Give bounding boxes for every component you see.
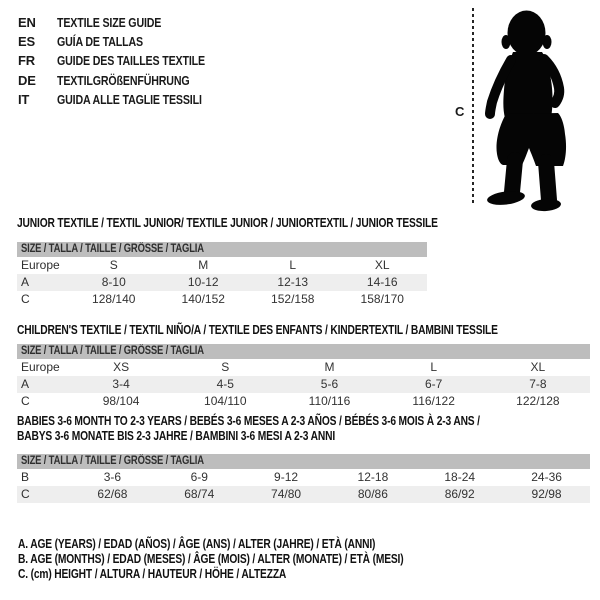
cell-value: 68/74 bbox=[156, 486, 243, 503]
cell-value: 8-10 bbox=[69, 274, 159, 291]
cell-value: 98/104 bbox=[102, 394, 140, 409]
table-title-wrap bbox=[17, 323, 590, 338]
cell-value: 3-6 bbox=[103, 470, 122, 485]
cell-value: 3-4 bbox=[69, 376, 173, 393]
row-label: Europe bbox=[21, 360, 60, 375]
note-line bbox=[18, 567, 488, 582]
cell-value: XL bbox=[374, 258, 390, 273]
cell-value: 9-12 bbox=[274, 470, 299, 485]
table-title-text: CHILDREN'S TEXTILE / TEXTIL NIÑO/A / TEXTILE DES ENFANTS / KINDERTEXTIL / BAMBINI TESSILE bbox=[17, 323, 498, 337]
language-row bbox=[18, 32, 237, 51]
height-measure-label: C bbox=[455, 104, 465, 119]
language-title: TEXTILE SIZE GUIDE bbox=[57, 15, 162, 31]
table-row bbox=[17, 359, 590, 376]
cell-value: 74/80 bbox=[243, 486, 330, 503]
table-title-text: BABIES 3-6 MONTH TO 2-3 YEARS / BEBÉS 3-6 MESES A 2-3 AÑOS / BÉBÉS 3-6 MOIS À 2-3 ANS / bbox=[17, 414, 480, 428]
cell-value: L bbox=[289, 258, 297, 273]
cell-value: 6-9 bbox=[190, 470, 208, 485]
table-title-text: BABYS 3-6 MONATE BIS 2-3 JAHRE / BAMBINI 3-6 MESI A 2-3 ANNI bbox=[17, 428, 336, 443]
table-title bbox=[17, 216, 438, 231]
note-text: B. AGE (MONTHS) / EDAD (MESES) / ÂGE (MOIS) / ALTER (MONATE) / ETÀ (MESI) bbox=[18, 552, 404, 567]
language-row bbox=[18, 51, 237, 70]
language-title: GUIDA ALLE TAGLIE TESSILI bbox=[57, 91, 202, 107]
cell-value: S bbox=[109, 258, 118, 273]
cell-value: 80/86 bbox=[329, 486, 416, 503]
cell-value: 6-7 bbox=[382, 376, 486, 393]
note-text: A. AGE (YEARS) / EDAD (AÑOS) / ÂGE (ANS) / ALTER (JAHRE) / ETÀ (ANNI) bbox=[18, 537, 376, 551]
size-table-children bbox=[17, 323, 590, 410]
language-title-list bbox=[18, 13, 237, 109]
table-title bbox=[17, 429, 590, 444]
cell-value: XL bbox=[530, 360, 546, 375]
cell-value: 110/116 bbox=[308, 394, 351, 409]
table-title-wrap bbox=[17, 216, 438, 231]
note-line bbox=[18, 537, 488, 552]
table-row bbox=[17, 274, 427, 291]
table-row bbox=[17, 291, 427, 308]
table-title bbox=[17, 414, 590, 429]
cell-value: 86/92 bbox=[416, 486, 503, 503]
cell-value: M bbox=[198, 258, 209, 273]
language-title: GUÍA DE TALLAS bbox=[57, 34, 143, 50]
cell-value: XS bbox=[113, 360, 130, 375]
cell-value: 12-13 bbox=[248, 274, 338, 291]
table-row bbox=[17, 257, 427, 274]
row-label: C bbox=[21, 292, 30, 307]
language-code: IT bbox=[18, 91, 30, 107]
cell-value: 24-36 bbox=[531, 470, 562, 485]
cell-value: S bbox=[221, 360, 230, 375]
language-code: DE bbox=[18, 72, 36, 88]
cell-value: 18-24 bbox=[444, 470, 476, 485]
size-header-cell bbox=[17, 344, 590, 359]
table-row bbox=[17, 376, 590, 393]
row-label: C bbox=[17, 486, 69, 503]
language-code: ES bbox=[18, 34, 35, 50]
size-header-cell bbox=[17, 454, 590, 469]
height-measure-dashed-line bbox=[472, 8, 474, 206]
cell-value: 92/98 bbox=[503, 486, 590, 503]
cell-value: 12-18 bbox=[357, 470, 389, 485]
row-label: C bbox=[21, 394, 30, 409]
cell-value: 128/140 bbox=[92, 292, 136, 307]
cell-value: 4-5 bbox=[173, 376, 277, 393]
size-header-text: SIZE / TALLA / TAILLE / GRÖSSE / TAGLIA bbox=[21, 243, 204, 256]
language-code: FR bbox=[18, 53, 35, 69]
cell-value: 152/158 bbox=[271, 292, 315, 307]
cell-value: 10-12 bbox=[159, 274, 249, 291]
table-title-wrap bbox=[17, 414, 590, 444]
cell-value: 62/68 bbox=[69, 486, 156, 503]
cell-value: 140/152 bbox=[181, 292, 225, 307]
cell-value: M bbox=[324, 360, 335, 375]
language-row bbox=[18, 90, 237, 109]
table-row bbox=[17, 393, 590, 410]
table-title bbox=[17, 323, 590, 338]
cell-value: 158/170 bbox=[360, 292, 404, 307]
row-label: A bbox=[17, 274, 69, 291]
cell-value: 7-8 bbox=[486, 376, 590, 393]
size-table-junior bbox=[17, 216, 438, 308]
language-code: EN bbox=[18, 15, 36, 31]
note-text: C. (cm) HEIGHT / ALTURA / HAUTEUR / HÖHE / ALTEZZA bbox=[18, 567, 287, 582]
size-header-row bbox=[17, 344, 590, 359]
size-table bbox=[17, 242, 427, 308]
cell-value: 5-6 bbox=[277, 376, 381, 393]
size-header-cell bbox=[17, 242, 427, 257]
size-table bbox=[17, 454, 590, 503]
cell-value: 116/122 bbox=[412, 394, 455, 409]
measurement-notes bbox=[18, 537, 488, 583]
table-row bbox=[17, 469, 590, 486]
table-title-text: JUNIOR TEXTILE / TEXTIL JUNIOR/ TEXTILE JUNIOR / JUNIORTEXTIL / JUNIOR TESSILE bbox=[17, 216, 438, 230]
size-header-text: SIZE / TALLA / TAILLE / GRÖSSE / TAGLIA bbox=[21, 455, 204, 468]
language-title: GUIDE DES TAILLES TEXTILE bbox=[57, 53, 205, 69]
row-label: Europe bbox=[21, 258, 60, 273]
cell-value: 14-16 bbox=[338, 274, 428, 291]
cell-value: 122/128 bbox=[516, 394, 560, 409]
language-title: TEXTILGRÖßENFÜHRUNG bbox=[57, 72, 190, 88]
language-row bbox=[18, 71, 237, 90]
table-row bbox=[17, 486, 590, 503]
size-header-row bbox=[17, 242, 427, 257]
row-label: A bbox=[17, 376, 69, 393]
cell-value: 104/110 bbox=[204, 394, 247, 409]
language-row bbox=[18, 13, 237, 32]
size-header-row bbox=[17, 454, 590, 469]
cell-value: L bbox=[430, 360, 437, 375]
size-table bbox=[17, 344, 590, 410]
size-header-text: SIZE / TALLA / TAILLE / GRÖSSE / TAGLIA bbox=[21, 345, 204, 358]
row-label: B bbox=[21, 470, 30, 485]
size-table-babies bbox=[17, 414, 590, 503]
note-line bbox=[18, 552, 488, 567]
toddler-silhouette-icon bbox=[478, 2, 578, 212]
